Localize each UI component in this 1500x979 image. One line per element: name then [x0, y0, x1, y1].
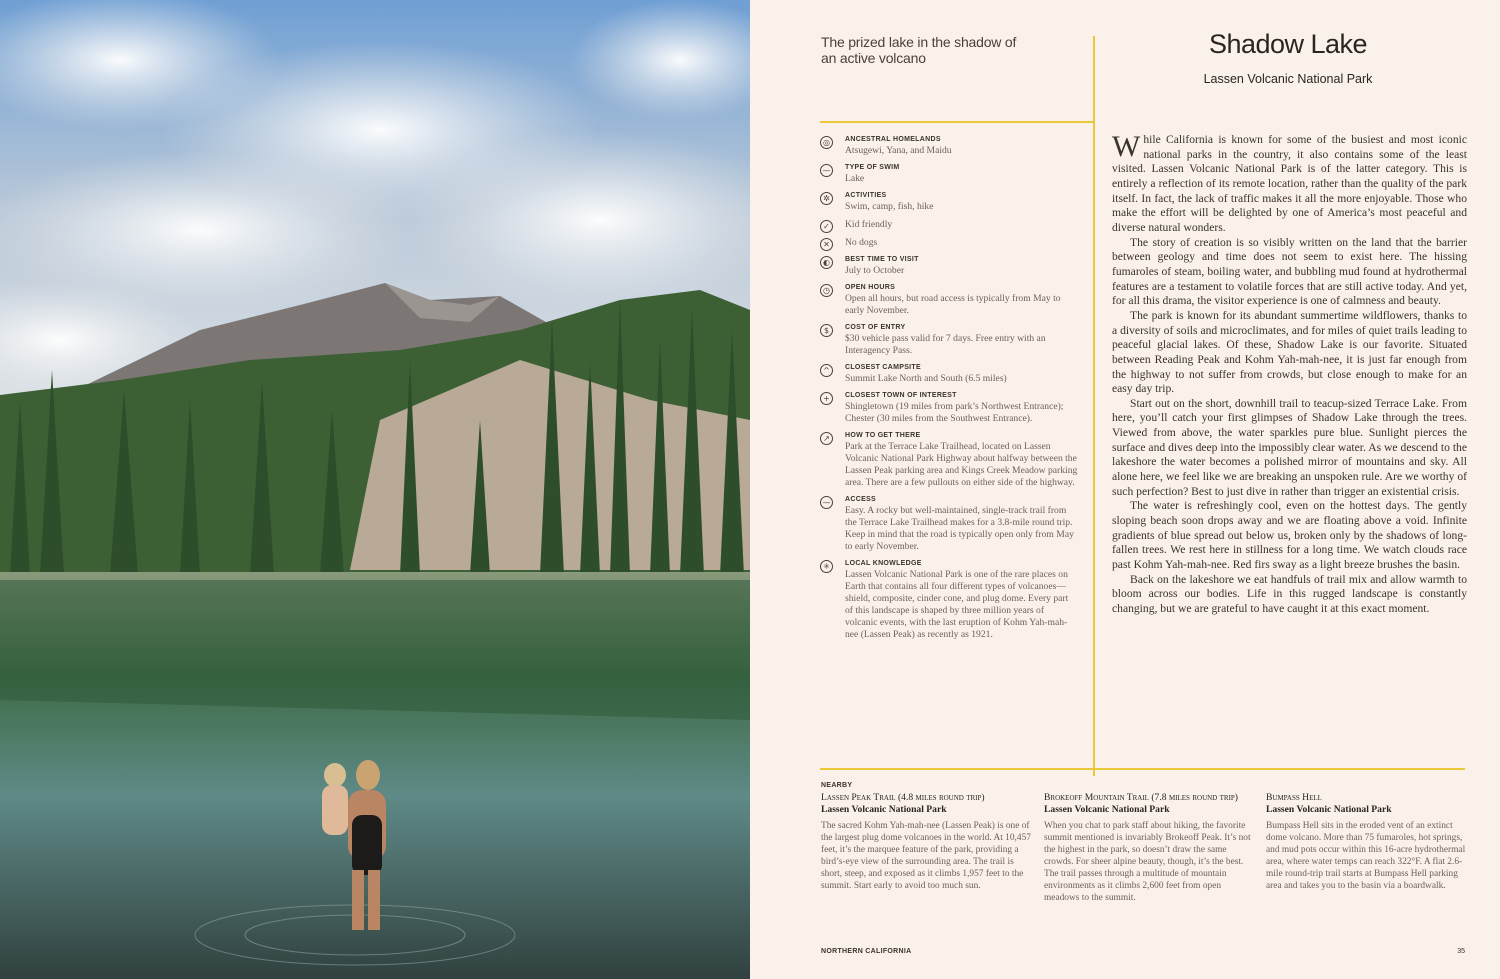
arrow-icon: ↗: [820, 432, 833, 445]
fact-value: Lassen Volcanic National Park is one of the rare places on Earth that contains all four different types of volcanoes—shield, composite, cinder cone, and plug dome. Every part of this landscape is shaped by three million years of volcanic events, with the last eruption of Kohm Yah-mah-nee (Lassen Peak) as recently as 1921.: [845, 569, 1069, 640]
nearby-item-1: [821, 780, 1031, 892]
nearby-item-3: [1266, 792, 1466, 892]
nearby-park: Lassen Volcanic National Park: [1044, 804, 1170, 815]
fact-value: Kid friendly: [845, 219, 893, 230]
fact-label: ACCESS: [845, 496, 876, 503]
fact-item: [820, 237, 1078, 249]
dollar-icon: $: [820, 324, 833, 337]
swim-type-icon: —: [820, 164, 833, 177]
fact-value: Easy. A rocky but well-maintained, single-track trail from the Terrace Lake Trailhead makes for a 3.8-mile round trip. Keep in mind that the road is typically open only from May to early November.: [845, 505, 1074, 552]
fact-label: CLOSEST TOWN OF INTEREST: [845, 392, 957, 399]
activities-icon: ✲: [820, 192, 833, 205]
nearby-heading: Bumpass Hell: [1266, 792, 1322, 803]
paragraph-3: The park is known for its abundant summertime wildflowers, thanks to a diversity of soils and microclimates, and for miles of quiet trails leading to peaceful glacial lakes. Of these, Shadow Lake is our favorite. Situated between Reading Peak and Kohm Yah-mah-nee, it is just far enough from the highway to not suffer from crowds, but close enough to make for an easy day trip.: [1112, 308, 1467, 396]
moon-icon: ◐: [820, 256, 833, 269]
fact-item: [820, 255, 1078, 277]
paragraph-2: The story of creation is so visibly written on the land that the barrier between geology and time does not seem to exist here. The hissing fumaroles of steam, boiling water, and bubbling mud found at hydrothermal features are a testament to volatile forces that are still active today. And yet, for all this drama, the visitor experience is one of calmness and beauty.: [1112, 235, 1467, 308]
fact-item: [820, 219, 1078, 231]
fact-item: [820, 191, 1078, 213]
tent-icon: ^: [820, 364, 833, 377]
fact-item: [820, 323, 1078, 357]
checkmark-icon: ✓: [820, 220, 833, 233]
page-number: 35: [1457, 948, 1465, 955]
nearby-label: NEARBY: [821, 782, 853, 789]
fact-label: OPEN HOURS: [845, 284, 896, 291]
paragraph-6: Back on the lakeshore we eat handfuls of trail mix and allow warmth to bloom across our bodies. Life in this rugged landscape is constantly changing, but we are grateful to have caught it at this exact moment.: [1112, 572, 1467, 615]
fact-item: [820, 283, 1078, 317]
nearby-heading: Brokeoff Mountain Trail (7.8 miles round trip): [1044, 792, 1238, 803]
fact-label: BEST TIME TO VISIT: [845, 256, 919, 263]
fact-value: Swim, camp, fish, hike: [845, 201, 934, 212]
fact-item: [820, 163, 1078, 185]
nearby-heading: Lassen Peak Trail (4.8 miles round trip): [821, 792, 985, 803]
footer-section: NORTHERN CALIFORNIA: [821, 948, 912, 955]
fact-item: [820, 431, 1078, 489]
facts-list: [820, 135, 1078, 647]
fact-value: Atsugewi, Yana, and Maidu: [845, 145, 952, 156]
fact-value: $30 vehicle pass valid for 7 days. Free entry with an Interagency Pass.: [845, 333, 1046, 356]
fact-label: LOCAL KNOWLEDGE: [845, 560, 922, 567]
ancestral-homelands-icon: ◎: [820, 136, 833, 149]
drop-cap: W: [1112, 130, 1141, 163]
nearby-description: When you chat to park staff about hiking, the favorite summit mentioned is invariably Brokeoff Peak. It’s not the highest in the park, so doesn’t draw the same crowds. For sheer alpine beauty, though, it’s the best. The trail passes through a multitude of mountain environments as it climbs 2,600 feet from open meadows to the summit.: [1044, 821, 1251, 903]
fact-label: TYPE OF SWIM: [845, 164, 900, 171]
vertical-accent-rule: [1093, 36, 1095, 776]
fact-value: Park at the Terrace Lake Trailhead, located on Lassen Volcanic National Park Highway about halfway between the Lassen Peak parking area and Kings Creek Meadow parking area. There are a few pullouts on either side of the highway.: [845, 441, 1078, 488]
fact-value: Lake: [845, 173, 865, 184]
fact-value: No dogs: [845, 237, 878, 248]
fact-item: [820, 363, 1078, 385]
paragraph-4: Start out on the short, downhill trail to teacup-sized Terrace Lake. From here, you’ll catch your first glimpses of Shadow Lake through the trees. Viewed from above, the water sparkles pure blue. Sunlight pierces the surface and dives deep into the impossibly clear water. As we descend to the lakeshore the water becomes a polished mirror of mountains and sky. All alone here, we feel like we are breaking an unspoken rule. Are we worthy of such perfection? Best to just dive in rather than trigger an existential crisis.: [1112, 396, 1467, 498]
paragraph-1-text: hile California is known for some of the busiest and most iconic national parks in the country, it also contains some of the least visited. Lassen Volcanic National Park is of the latter category. This is entirely a reflection of its remote location, rather than the quality of the park itself. In fact, the lack of traffic makes it all the more enjoyable. Those who make the effort will be delighted by one of America’s most peaceful and diverse natural wonders.: [1112, 133, 1467, 234]
fact-label: ANCESTRAL HOMELANDS: [845, 136, 941, 143]
horizontal-accent-rule-bottom: [820, 768, 1465, 770]
horizontal-accent-rule-top: [820, 121, 1095, 123]
fact-item: [820, 495, 1078, 553]
article-body: [1112, 130, 1467, 617]
fact-label: COST OF ENTRY: [845, 324, 906, 331]
crosshair-icon: +: [820, 392, 833, 405]
fact-item: [820, 135, 1078, 157]
fact-item: [820, 391, 1078, 425]
nearby-park: Lassen Volcanic National Park: [821, 804, 947, 815]
text-page: [750, 0, 1500, 979]
paragraph-1: [1112, 130, 1467, 236]
clock-icon: ◷: [820, 284, 833, 297]
page-title: Shadow Lake: [1208, 29, 1368, 59]
nearby-item-2: [1044, 792, 1254, 904]
fact-value: Open all hours, but road access is typically from May to early November.: [845, 293, 1061, 316]
fact-value: Shingletown (19 miles from park’s Northwest Entrance); Chester (30 miles from the Southwest Entrance).: [845, 401, 1064, 424]
page-subtitle: Lassen Volcanic National Park: [1203, 72, 1373, 86]
fact-label: ACTIVITIES: [845, 192, 887, 199]
access-icon: —: [820, 496, 833, 509]
fact-label: HOW TO GET THERE: [845, 432, 921, 439]
asterisk-icon: ✳: [820, 560, 833, 573]
tagline: The prized lake in the shadow of an active volcano: [821, 34, 1017, 66]
fact-item: [820, 559, 1078, 641]
nearby-description: The sacred Kohm Yah-mah-nee (Lassen Peak) is one of the largest plug dome volcanoes in the world. At 10,457 feet, it’s the marquee feature of the park, providing a bird’s-eye view of the surrounding area. The trail is short, steep, and exposed as it climbs 1,957 feet to the summit. Start early to avoid too much sun.: [821, 821, 1031, 891]
fact-value: Summit Lake North and South (6.5 miles): [845, 373, 1007, 384]
paragraph-5: The water is refreshingly cool, even on the hottest days. The gently sloping beach soon drops away and we are floating above a void. Infinite gradients of blue spread out below us, broken only by the shadows of long-fallen trees. We rest here in stillness for a long time. We watch clouds race past Kohm Yah-mah-nee. Red firs sway as a light breeze brushes the basin.: [1112, 499, 1467, 572]
nearby-description: Bumpass Hell sits in the eroded vent of an extinct dome volcano. More than 75 fumaroles, hot springs, and mud pots occur within this 16-acre hydrothermal area, where water temps can reach 322°F. A flat 2.6-mile round-trip trail starts at Bumpass Hell parking area and takes you to the basin via a boardwalk.: [1266, 821, 1466, 891]
nearby-park: Lassen Volcanic National Park: [1266, 804, 1392, 815]
fact-value: July to October: [845, 265, 905, 276]
no-icon: ✕: [820, 238, 833, 251]
fact-label: CLOSEST CAMPSITE: [845, 364, 921, 371]
